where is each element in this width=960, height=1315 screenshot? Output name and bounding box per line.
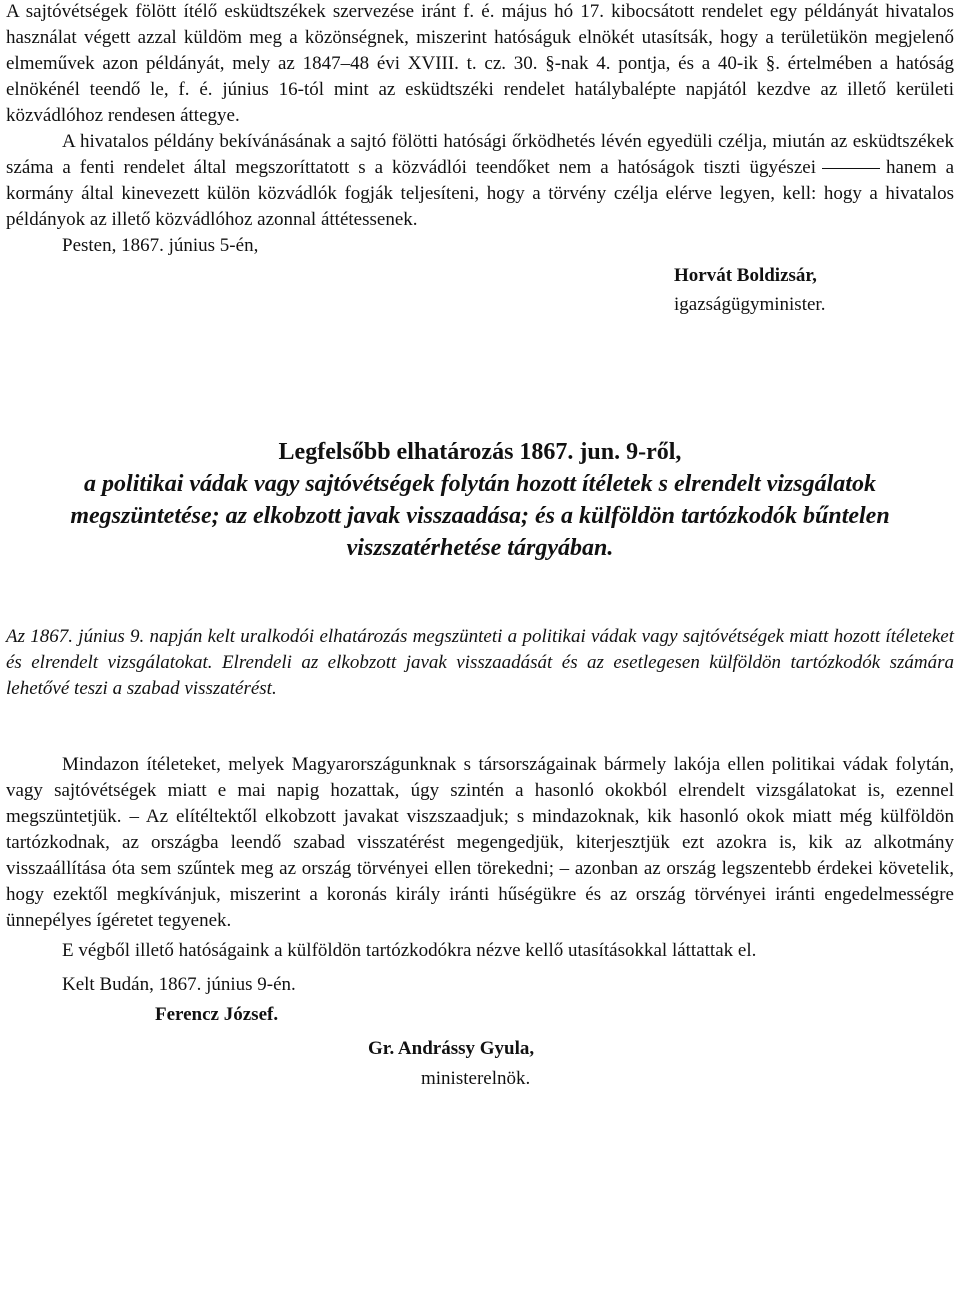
purpose-text-part2: hanem a kormány által kinevezett külön közvádlók fogják teljesíteni, hogy a törvény czélja elérve legyen, kell: hogy a hivatalos példányok az illető közvádlóhoz azonnal áttétessenek.: [6, 157, 955, 230]
signer-minister-title: ministerelnök.: [421, 1068, 531, 1089]
document-page: [6, 0, 954, 1094]
royal-decree-section: [6, 752, 954, 1094]
instructions-paragraph: E végből illető hatóságaink a külföldön tartózkodókra nézve kellő utasításokkal láttattak el.: [62, 940, 757, 961]
decree-place-date: Kelt Budán, 1867. június 9-én.: [62, 974, 296, 995]
heading-title: Legfelsőbb elhatározás 1867. jun. 9-ről,: [278, 439, 682, 465]
signature-block: [674, 261, 954, 319]
em-dash-rule: [822, 168, 880, 169]
resolution-heading: [6, 436, 954, 564]
signer-king: Ferencz József.: [155, 1004, 279, 1025]
signature-title: igazságügyminister.: [674, 294, 826, 315]
signer-minister-name: Gr. Andrássy Gyula,: [368, 1038, 535, 1059]
purpose-text-part1: A hivatalos példány bekívánásának a sajtó fölötti hatósági őrködhetés lévén egyedüli czélja, miután az esküdtszékek száma a fenti rendelet által megszoríttatott s a közvádlói teendőket nem a hatóságok tiszti ügyészei: [6, 131, 954, 178]
decree-paragraph: Mindazon ítéleteket, melyek Magyarországunknak s társországainak bármely lakója ellen politikai vádak folytán, vagy sajtóvétségek miatt e mai napig hozattak, úgy szintén a hasonló okokból elrendelt vizsgálatokat is, ezennel megszüntetjük. – Az elítéltektől elkobzott javakat viszszaadjuk; s mindazoknak, kik hasonló okok miatt még külföldön tartózkodnak, az országba leendő szabad visszatérést megengedjük, kiterjesztjük ezt azokra is, kik az alkotmány visszaállítása óta sem szűntek meg az ország törvényei ellen törekedni; – azonban az ország legszentebb érdekei követelik, hogy ezektől megkívánjuk, miszerint a koronás király iránti hűségükre és az ország törvényei iránti engedelmességre ünnepélyes ígéretet tegyenek.: [6, 754, 954, 931]
summary-paragraph: Az 1867. június 9. napján kelt uralkodói elhatározás megszünteti a politikai vádak vagy sajtóvétségek miatt hozott ítéleteket és elrendelt vizsgálatokat. Elrendeli az elkobzott javak visszaadását és az esetlegesen külföldön tartózkodók számára lehetővé teszi a szabad visszatérést.: [6, 626, 954, 699]
intro-paragraph: A sajtóvétségek fölött ítélő esküdtszékek szervezése iránt f. é. május hó 17. kibocsátott rendelet egy példányát hivatalos használat végett azzal küldöm meg a közönségnek, miszerint hatóságuk elnökét utasítsák, hogy a területükön megjelenő elmeművek azon példányát, mely az 1847–48 évi XVIII. t. cz. 30. §-nak 4. pontja, és a 40-ik §. értelmében a hatóság elnökénél teendő le, f. é. június 16-tól mint az esküdtszéki rendelet hatálybalépte napjától kezdve az illető kerületi közvádlóhoz rendesen áttegye.: [6, 1, 954, 126]
heading-subject: a politikai vádak vagy sajtóvétségek folytán hozott ítéletek s elrendelt vizsgálatok megszüntetése; az elkobzott javak visszaadása; és a külföldön tartózkodók bűntelen viszszatérhetése tárgyában.: [70, 471, 890, 561]
place-date-line: Pesten, 1867. június 5-én,: [62, 235, 259, 256]
signature-name: Horvát Boldizsár,: [674, 265, 817, 286]
purpose-paragraph: [6, 129, 954, 233]
ministerial-decree-section: [6, 0, 954, 319]
